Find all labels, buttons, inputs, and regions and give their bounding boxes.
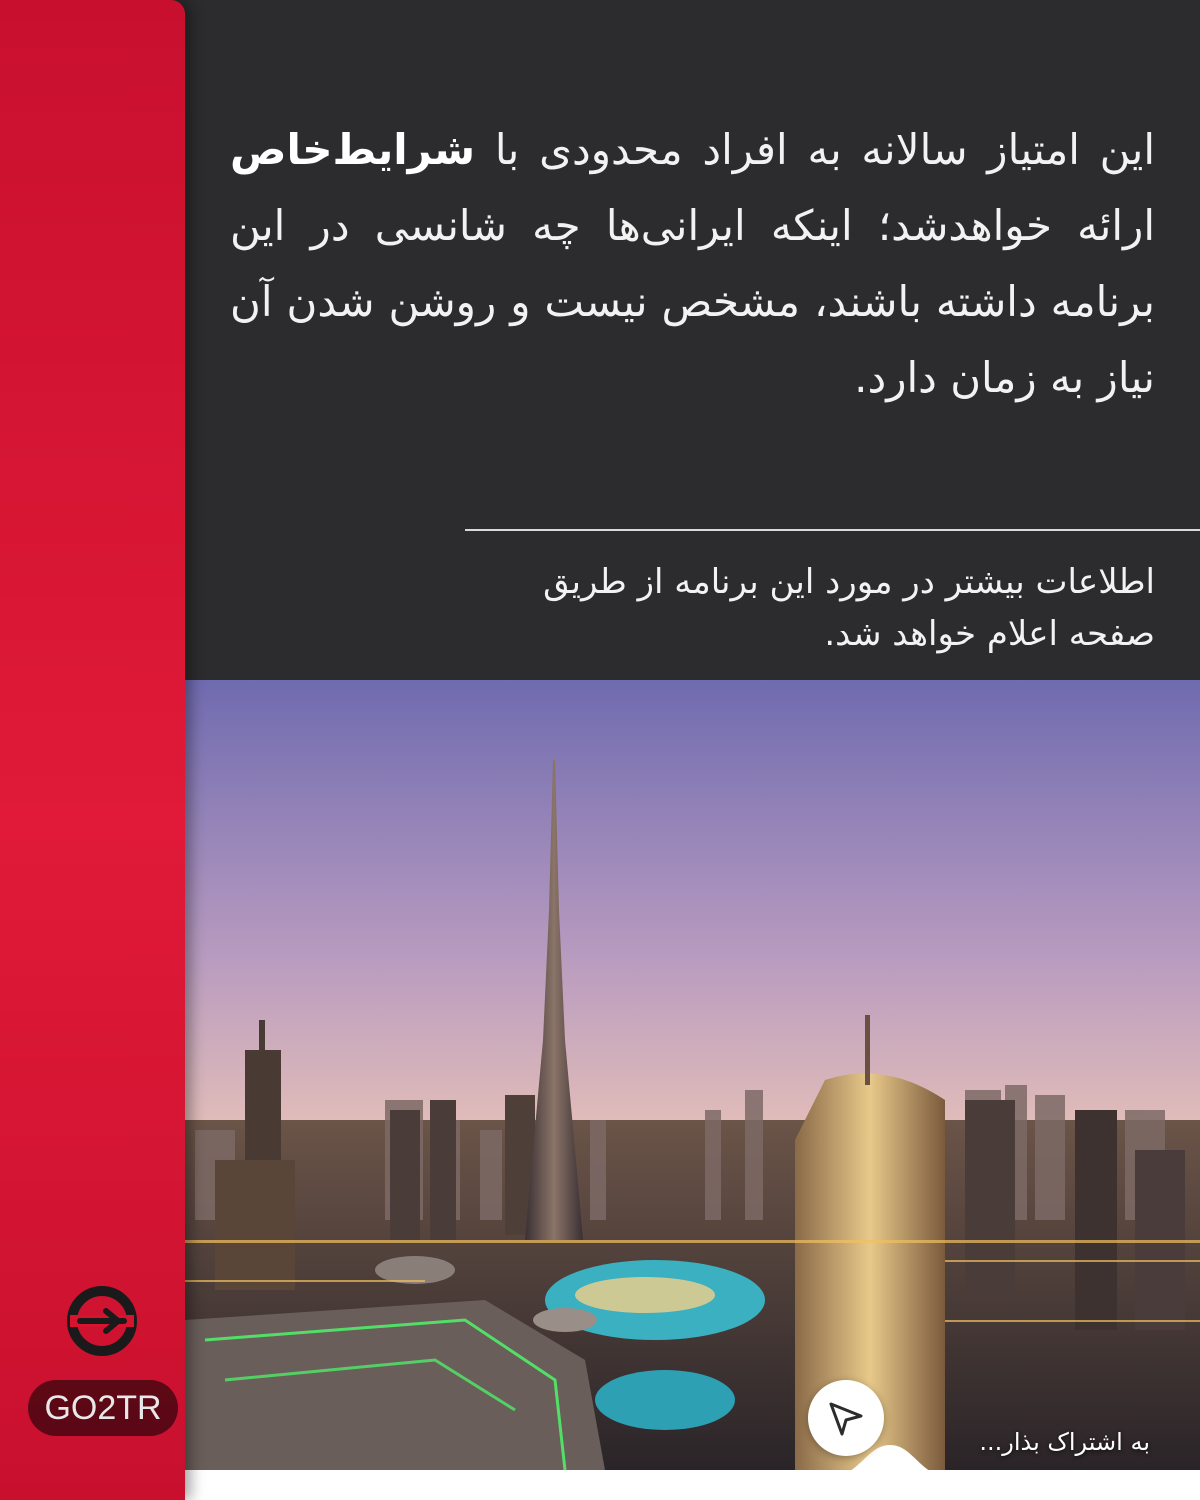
- bottom-strip: [130, 1470, 1200, 1500]
- accent-sidebar: [0, 0, 185, 1500]
- brand-logo: [28, 1285, 178, 1455]
- body-text-part-2: ارائه خواهدشد؛ اینکه ایرانی‌ها چه شانسی در این برنامه داشته باشند، مشخص نیست و روشن شدن آن نیاز به زمان دارد.: [230, 201, 1155, 402]
- logo-text: GO2TR: [28, 1380, 178, 1436]
- share-label[interactable]: به اشتراک بذار...: [979, 1428, 1150, 1456]
- airplane-logo-icon: [66, 1285, 138, 1357]
- note-line-2: صفحه اعلام خواهد شد.: [824, 614, 1155, 654]
- divider: [465, 529, 1200, 531]
- body-text-bold: شرایط‌خاص: [230, 125, 476, 174]
- city-skyline-image: [185, 680, 1200, 1470]
- note-line-1: اطلاعات بیشتر در مورد این برنامه از طریق: [543, 562, 1155, 602]
- body-text-part-1: این امتیاز سالانه به افراد محدودی با: [475, 125, 1155, 174]
- post-body-text: [230, 112, 1155, 416]
- share-button[interactable]: [808, 1380, 884, 1456]
- send-icon: [826, 1398, 866, 1438]
- post-note: [440, 556, 1155, 660]
